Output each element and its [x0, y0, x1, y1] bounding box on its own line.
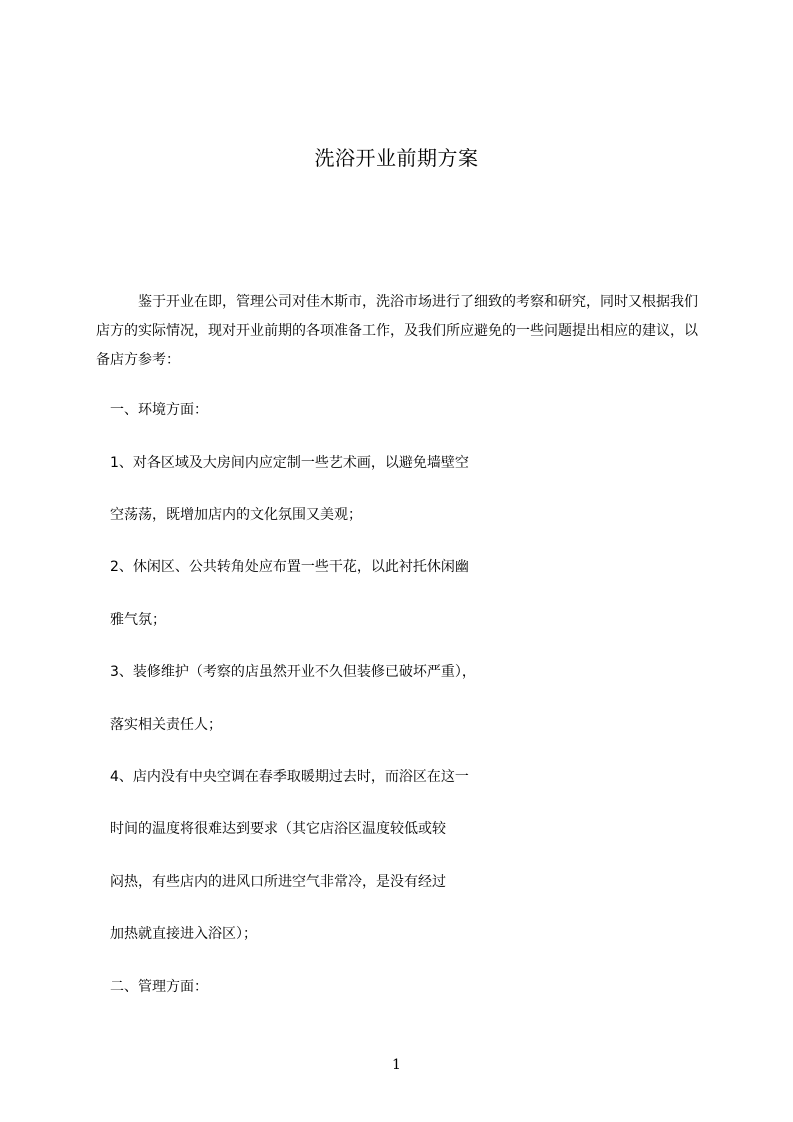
- section-heading-management: 二、管理方面：: [110, 979, 208, 995]
- list-item-3-line-2: 落实相关责任人；: [110, 717, 222, 733]
- list-item-4-line-3: 闷热，有些店内的进风口所进空气非常冷，是没有经过: [110, 874, 446, 890]
- page-number: 1: [392, 1057, 401, 1073]
- list-item-2-line-1: 2、休闲区、公共转角处应布置一些干花，以此衬托休闲幽: [110, 559, 469, 575]
- list-item-4-line-2: 时间的温度将很难达到要求（其它店浴区温度较低或较: [110, 821, 446, 837]
- intro-paragraph: [96, 288, 706, 375]
- list-item-1-line-1: 1、对各区域及大房间内应定制一些艺术画，以避免墙壁空: [110, 455, 469, 471]
- list-item-4-line-4: 加热就直接进入浴区）；: [110, 926, 257, 942]
- intro-text: 鉴于开业在即，管理公司对佳木斯市，洗浴市场进行了细致的考察和研究，同时又根据我们店方的实际情况，现对开业前期的各项准备工作，及我们所应避免的一些问题提出相应的建议，以备店方参考：: [96, 294, 698, 368]
- list-item-4-line-1: 4、店内没有中央空调在春季取暖期过去时，而浴区在这一: [110, 769, 469, 785]
- list-item-2-line-2: 雅气氛；: [110, 612, 166, 628]
- document-title: 洗浴开业前期方案: [314, 146, 479, 170]
- section-heading-environment: 一、环境方面：: [110, 402, 208, 418]
- list-item-1-line-2: 空荡荡，既增加店内的文化氛围又美观；: [110, 507, 362, 523]
- list-item-3-line-1: 3、装修维护（考察的店虽然开业不久但装修已破坏严重），: [110, 664, 476, 680]
